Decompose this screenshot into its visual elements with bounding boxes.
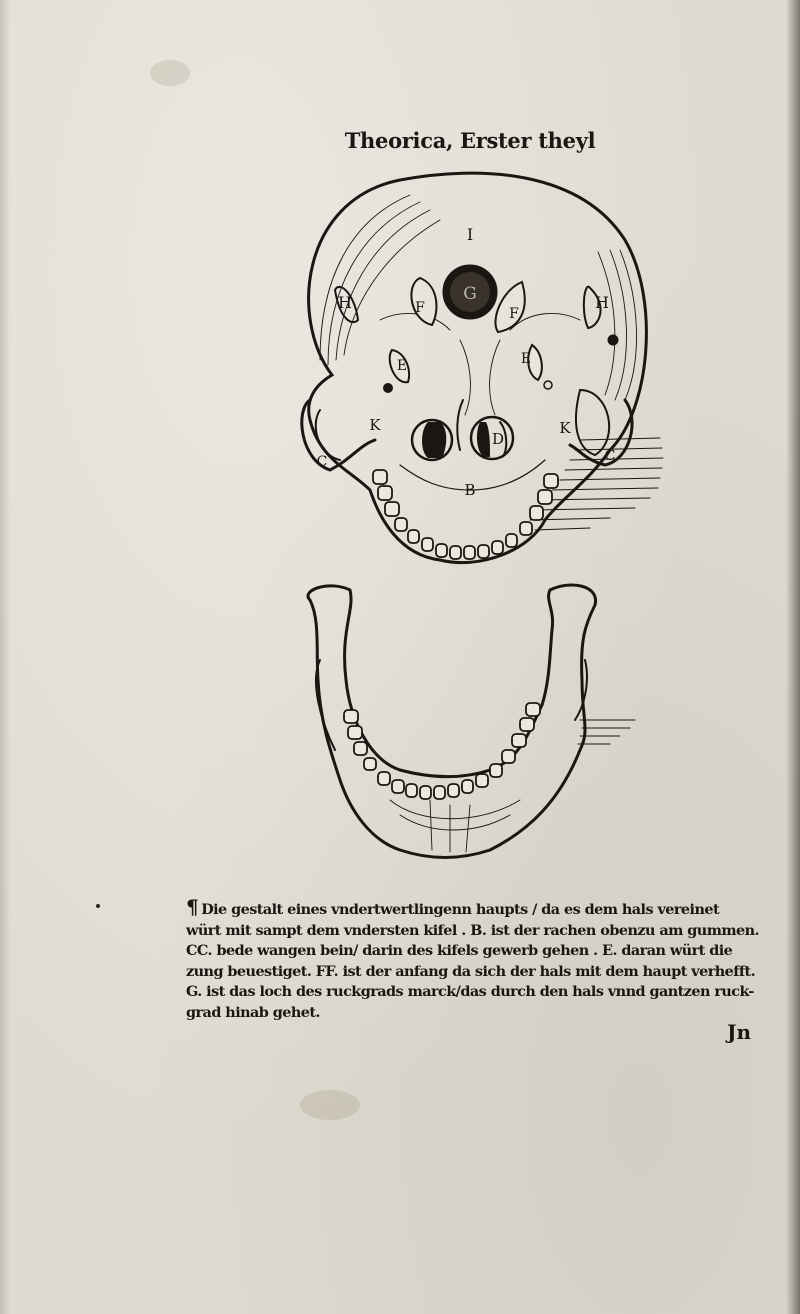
- paragraph-mark-icon: ¶: [186, 895, 199, 919]
- ink-dot: [96, 904, 100, 908]
- label-F-left: F: [415, 300, 425, 316]
- caption-line-4: zung beuestiget. FF. ist der anfang da sich der hals mit dem haupt verhefft.: [186, 962, 756, 980]
- page-edge-shadow: [786, 0, 800, 1314]
- label-B: B: [464, 481, 476, 499]
- caption-line-2: würt mit sampt dem vndersten kifel . B. ist der rachen obenzu am gummen.: [186, 921, 760, 939]
- paper-stain: [300, 1090, 360, 1120]
- caption-line-6: grad hinab gehet.: [186, 1003, 320, 1021]
- label-I: I: [466, 225, 474, 244]
- running-head: Theorica, Erster theyl: [344, 128, 596, 153]
- label-E-right: E: [520, 351, 532, 367]
- mastoid-pit: [608, 335, 618, 345]
- label-D-right: D: [491, 430, 505, 448]
- catchword: Jn: [727, 1020, 752, 1044]
- caption-line-1: ¶ Die gestalt eines vndertwertlingenn haupts / da es dem hals vereinet: [186, 895, 720, 919]
- label-G: G: [463, 284, 477, 304]
- anatomical-woodcut: [280, 160, 680, 880]
- label-D-left: D: [423, 432, 437, 450]
- label-K-left: K: [369, 416, 381, 434]
- skull-illustration: [280, 160, 680, 880]
- label-H-right: H: [595, 293, 609, 312]
- label-E-left: E: [396, 358, 408, 374]
- caption-line-3: CC. bede wangen bein/ darin des kifels gewerb gehen . E. daran würt die: [186, 942, 733, 959]
- label-C-right: C: [604, 448, 616, 464]
- figure-caption: [186, 897, 766, 1023]
- label-H-left: H: [338, 293, 352, 312]
- label-C-left: C: [316, 454, 328, 470]
- caption-line-5: G. ist das loch des ruckgrads marck/das durch den hals vnnd gantzen ruck-: [186, 983, 754, 1000]
- label-F-right: F: [509, 306, 519, 322]
- label-K-right: K: [559, 419, 571, 437]
- paper-stain: [150, 60, 190, 86]
- page-gutter-shadow: [0, 0, 10, 1314]
